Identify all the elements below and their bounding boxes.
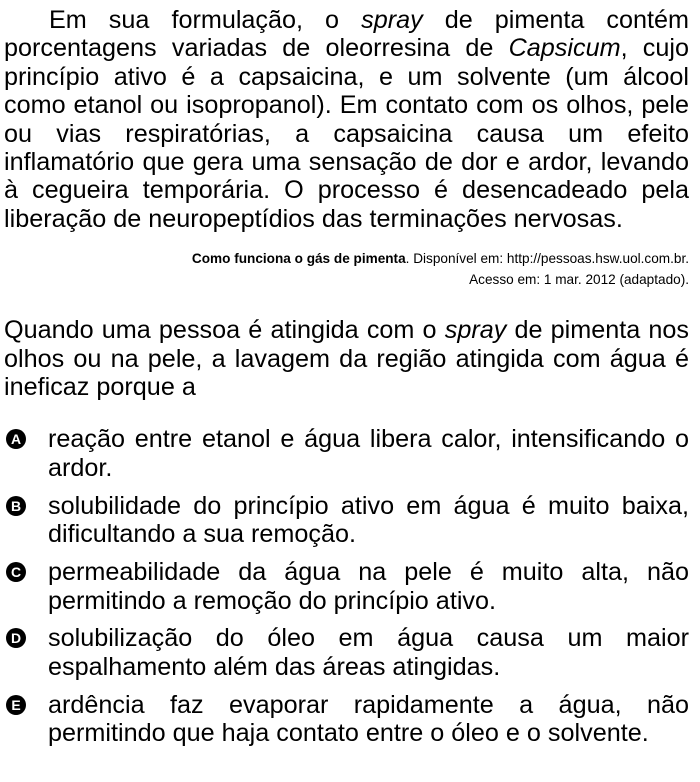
option-e-letter-badge: E: [6, 695, 26, 715]
option-d-letter-badge: D: [6, 628, 26, 648]
passage-part-2: de pimenta contém porcentagens variadas de oleorresina de: [4, 6, 689, 63]
source-access-date: Acesso em: 1 mar. 2012 (adaptado).: [469, 271, 689, 287]
question-term-spray: spray: [444, 316, 507, 345]
question-stem: [4, 316, 689, 401]
option-c[interactable]: [4, 558, 689, 615]
passage-part-1: Em sua formulação, o: [49, 6, 362, 34]
option-b-text: solubilidade do princípio ativo em água é muito baixa, dificultando a sua remoção.: [48, 491, 689, 549]
option-b-letter-badge: B: [6, 496, 26, 516]
option-b[interactable]: [4, 492, 689, 549]
option-d[interactable]: [4, 624, 689, 681]
passage-term-spray: spray: [361, 6, 423, 34]
option-e-text: ardência faz evaporar rapidamente a água, não permitindo que haja contato entre o óleo e o solvente.: [48, 690, 689, 748]
option-d-text: solubilização do óleo em água causa um maior espalhamento além das áreas atingidas.: [48, 624, 689, 681]
source-title: Como funciona o gás de pimenta: [191, 251, 406, 267]
option-a[interactable]: [4, 425, 689, 482]
option-a-letter-badge: A: [6, 429, 26, 449]
question-part-1: Quando uma pessoa é atingida com o: [4, 316, 445, 345]
passage-term-capsicum: Capsicum: [508, 34, 621, 63]
source-availability: . Disponível em: http://pessoas.hsw.uol.com.br.: [405, 251, 689, 267]
source-citation: [4, 249, 689, 290]
question-part-2: de pimenta nos olhos ou na pele, a lavagem da região atingida com água é ineficaz porque a: [4, 316, 689, 402]
passage-part-3: , cujo princípio ativo é a capsaicina, e um solvente (um álcool como etanol ou isopropanol). Em contato com os olhos, pele ou vias respiratórias, a capsaicina causa um efeito inflamatório que gera uma sensação de dor e ardor, levando à cegueira temporária. O processo é desencadeado pela liberação de neuropeptídios das terminações nervosas.: [4, 34, 690, 233]
option-e[interactable]: [4, 691, 689, 748]
source-line-1: [4, 249, 689, 270]
answer-options: [4, 425, 689, 747]
option-c-letter-badge: C: [6, 562, 26, 582]
option-a-text: reação entre etanol e água libera calor, intensificando o ardor.: [48, 425, 689, 482]
option-c-text: permeabilidade da água na pele é muito alta, não permitindo a remoção do princípio ativo.: [48, 558, 689, 615]
passage-text: [4, 6, 689, 233]
